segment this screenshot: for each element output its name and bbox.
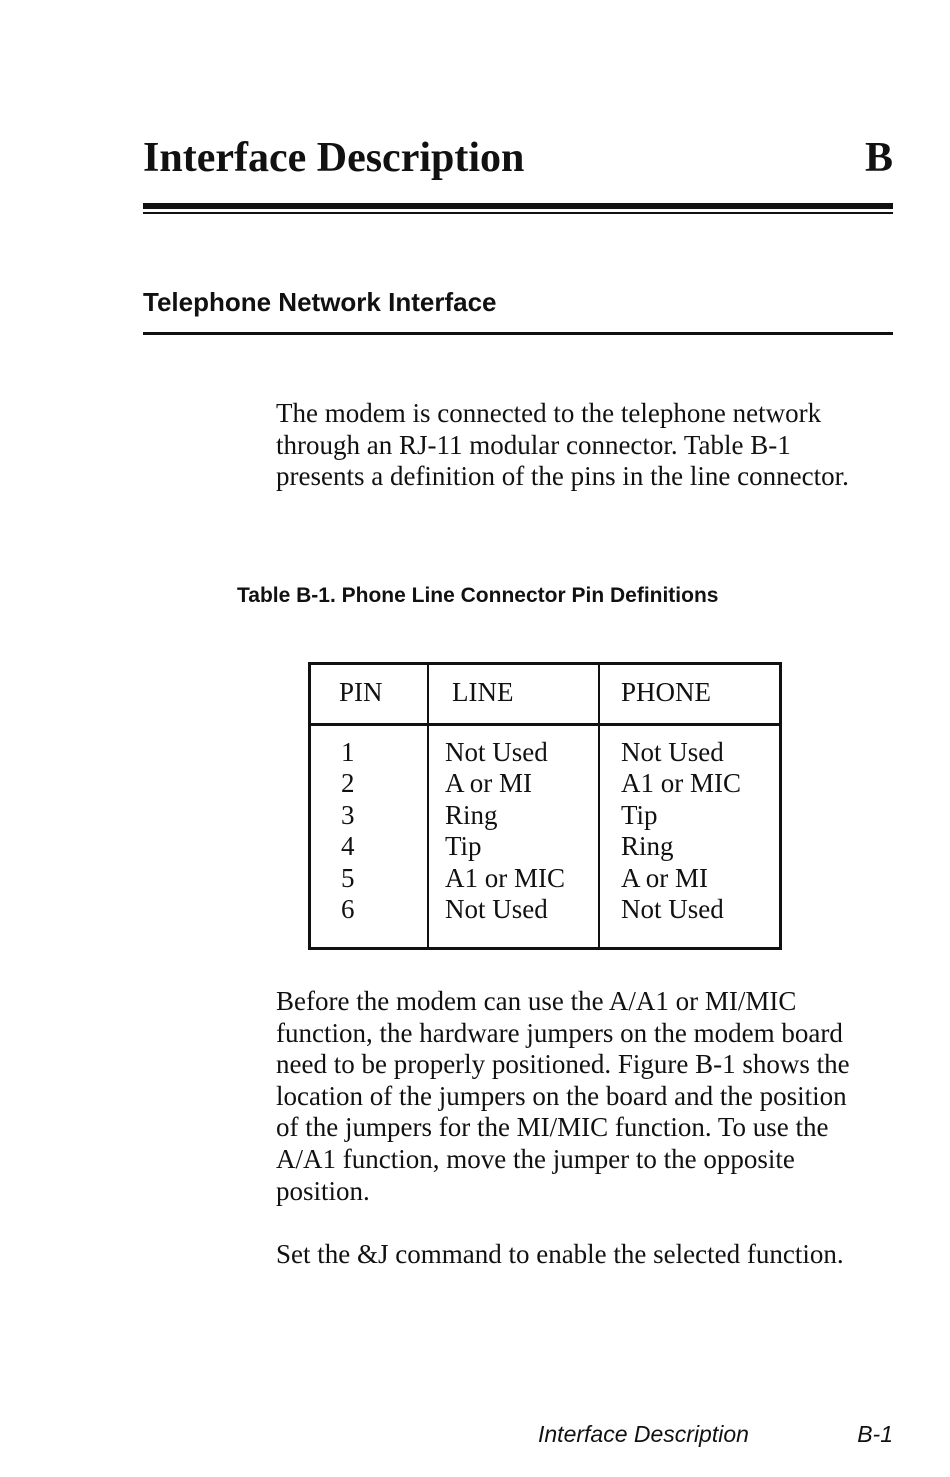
page-number: B-1 bbox=[857, 1421, 893, 1447]
line-cell: Not Used bbox=[445, 894, 548, 925]
jumpers-line: location of the jumpers on the board and the position bbox=[276, 1080, 847, 1111]
column-header-pin: PIN bbox=[339, 677, 383, 707]
pin-definition-table bbox=[308, 662, 782, 950]
pin-cell: 3 bbox=[341, 799, 355, 830]
table-header-rule bbox=[311, 723, 779, 726]
pin-cell: 4 bbox=[341, 831, 355, 862]
jumpers-line: function, the hardware jumpers on the modem board bbox=[276, 1017, 843, 1048]
phone-cell: Not Used bbox=[621, 894, 724, 925]
command-paragraph: Set the &J command to enable the selected function. bbox=[276, 1239, 844, 1269]
line-cell: A or MI bbox=[445, 768, 532, 799]
phone-cell: A or MI bbox=[621, 862, 708, 893]
chapter-title: Interface Description bbox=[143, 135, 525, 181]
jumpers-line: Before the modem can use the A/A1 or MI/MIC bbox=[276, 986, 797, 1016]
column-divider bbox=[427, 665, 429, 947]
jumpers-line: of the jumpers for the MI/MIC function. To use the bbox=[276, 1112, 829, 1143]
line-cell: Tip bbox=[445, 831, 482, 862]
section-rule bbox=[143, 332, 893, 335]
line-cell: Ring bbox=[445, 799, 498, 830]
intro-paragraph bbox=[276, 398, 896, 493]
column-header-phone: PHONE bbox=[621, 677, 712, 707]
pin-column bbox=[341, 737, 355, 925]
table-caption: Table B-1. Phone Line Connector Pin Definitions bbox=[237, 584, 719, 607]
header-rule-thin bbox=[143, 212, 893, 214]
pin-cell: 6 bbox=[341, 894, 355, 925]
jumpers-paragraph bbox=[276, 986, 896, 1207]
pin-cell: 2 bbox=[341, 768, 355, 799]
phone-column bbox=[621, 737, 741, 925]
jumpers-line: position. bbox=[276, 1175, 370, 1206]
jumpers-line: need to be properly positioned. Figure B-1 shows the bbox=[276, 1049, 850, 1080]
line-cell: A1 or MIC bbox=[445, 862, 565, 893]
column-divider bbox=[598, 665, 600, 947]
phone-cell: A1 or MIC bbox=[621, 768, 741, 799]
phone-cell: Ring bbox=[621, 831, 674, 862]
phone-cell: Tip bbox=[621, 799, 658, 830]
pin-cell: 5 bbox=[341, 862, 355, 893]
intro-line: through an RJ-11 modular connector. Table B-1 bbox=[276, 429, 791, 460]
column-header-line: LINE bbox=[452, 677, 514, 707]
intro-line: presents a definition of the pins in the line connector. bbox=[276, 461, 849, 492]
jumpers-line: A/A1 function, move the jumper to the opposite bbox=[276, 1143, 795, 1174]
pin-cell: 1 bbox=[341, 737, 355, 767]
appendix-letter: B bbox=[864, 135, 893, 181]
intro-line: The modem is connected to the telephone network bbox=[276, 398, 822, 428]
header-rule-thick bbox=[143, 203, 893, 209]
line-cell: Not Used bbox=[445, 737, 548, 767]
section-title: Telephone Network Interface bbox=[143, 287, 497, 317]
phone-cell: Not Used bbox=[621, 737, 724, 767]
line-column bbox=[445, 737, 565, 925]
footer-title: Interface Description bbox=[538, 1421, 749, 1447]
